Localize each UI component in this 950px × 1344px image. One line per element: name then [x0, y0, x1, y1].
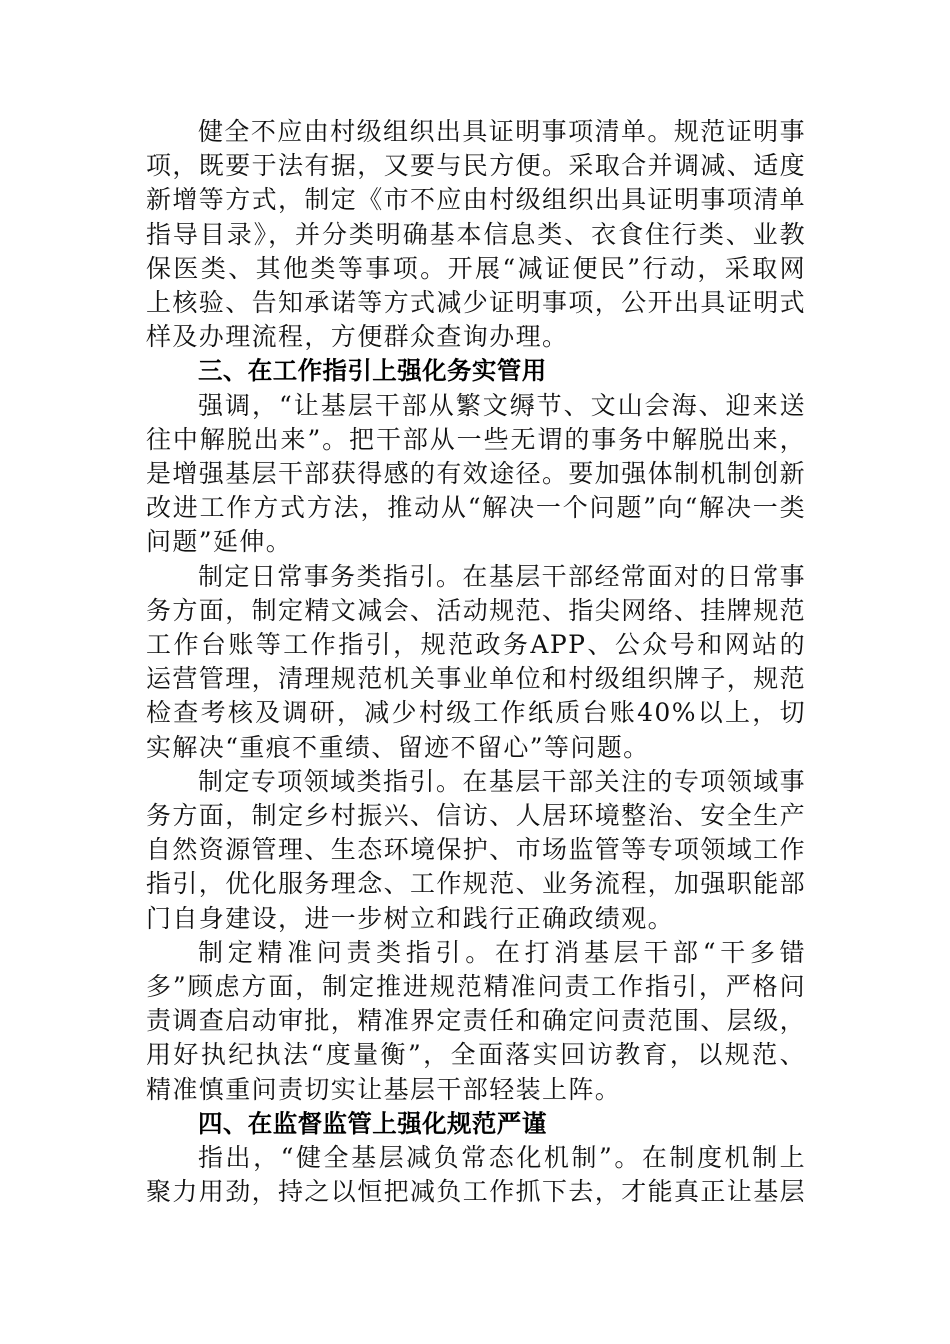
paragraph-accountability-guide: 制定精准问责类指引。在打消基层干部“干多错多”顾虑方面，制定推进规范精准问责工作指引，严格问责调查启动审批，精准界定责任和确定问责范围、层级，用好执纪执法“度量衡”，全面落实回访教育，以规范、精准慎重问责切实让基层干部轻装上阵。 — [146, 937, 807, 1104]
section-heading-4: 四、在监督监管上强化规范严谨 — [198, 1108, 547, 1138]
section-heading-3: 三、在工作指引上强化务实管用 — [198, 356, 547, 386]
paragraph-proof-items-list: 健全不应由村级组织出具证明事项清单。规范证明事项，既要于法有据，又要与民方便。采取合并调减、适度新增等方式，制定《市不应由村级组织出具证明事项清单指导目录》，并分类明确基本信息类、衣食住行类、业教保医类、其他类等事项。开展“减证便民”行动，采取网上核验、告知承诺等方式减少证明事项，公开出具证明式样及办理流程，方便群众查询办理。 — [146, 117, 807, 352]
paragraph-section-4-intro: 指出，“健全基层减负常态化机制”。在制度机制上聚力用劲，持之以恒把减负工作抓下去，才能真正让基层 — [146, 1143, 807, 1207]
document-body — [146, 115, 806, 1210]
paragraph-daily-affairs-guide: 制定日常事务类指引。在基层干部经常面对的日常事务方面，制定精文减会、活动规范、指尖网络、挂牌规范工作台账等工作指引，规范政务APP、公众号和网站的运营管理，清理规范机关事业单位和村级组织牌子，规范检查考核及调研，减少村级工作纸质台账40%以上，切实解决“重痕不重绩、留迹不留心”等问题。 — [146, 561, 807, 762]
paragraph-section-3-intro: 强调，“让基层干部从繁文缛节、文山会海、迎来送往中解脱出来”。把干部从一些无谓的事务中解脱出来，是增强基层干部获得感的有效途径。要加强体制机制创新改进工作方式方法，推动从“解决一个问题”向“解决一类问题”延伸。 — [146, 390, 807, 557]
paragraph-special-field-guide: 制定专项领域类指引。在基层干部关注的专项领域事务方面，制定乡村振兴、信访、人居环境整治、安全生产自然资源管理、生态环境保护、市场监管等专项领域工作指引，优化服务理念、工作规范、业务流程，加强职能部门自身建设，进一步树立和践行正确政绩观。 — [146, 766, 807, 933]
